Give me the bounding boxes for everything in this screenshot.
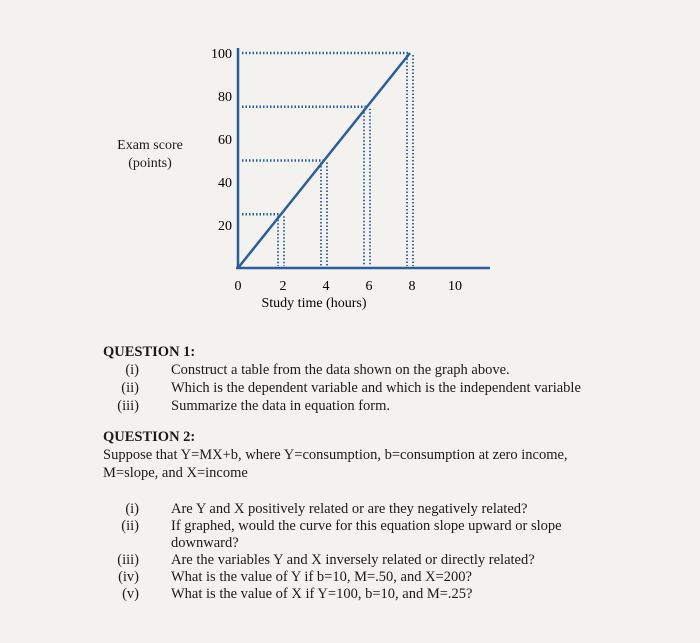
x-tick-label: 8 [408, 279, 416, 294]
item-number: (ii) [121, 518, 139, 534]
x-tick-label: 4 [322, 279, 330, 294]
y-tick-label: 20 [218, 219, 232, 234]
item-text: If graphed, would the curve for this equation slope upward or slope [171, 518, 562, 534]
item-text: What is the value of Y if b=10, M=.50, and X=200? [171, 569, 472, 585]
question-1-title: QUESTION 1: [103, 344, 196, 360]
item-text: Construct a table from the data shown on the graph above. [171, 362, 510, 378]
x-tick-label: 10 [448, 279, 462, 294]
item-text: Are Y and X positively related or are they negatively related? [171, 501, 528, 517]
item-text: Are the variables Y and X inversely related or directly related? [171, 552, 535, 568]
item-text: What is the value of X if Y=100, b=10, and M=.25? [171, 586, 473, 602]
y-tick-label: 100 [211, 47, 232, 62]
item-text: downward? [171, 535, 239, 551]
x-tick-label: 6 [365, 279, 373, 294]
y-tick-label: 40 [218, 176, 232, 191]
y-tick-label: 80 [218, 90, 232, 105]
item-text: Summarize the data in equation form. [171, 398, 391, 414]
item-number: (v) [122, 586, 139, 602]
item-number: (iii) [117, 552, 139, 568]
question-2 [103, 429, 693, 609]
item-text: Which is the dependent variable and which is the independent variable [171, 380, 581, 396]
item-number: (iv) [118, 569, 139, 585]
y-axis-title-line2: (points) [128, 156, 172, 171]
question-2-intro-line2: M=slope, and X=income [103, 465, 248, 481]
x-tick-label: 0 [234, 279, 242, 294]
x-tick-label: 2 [279, 279, 287, 294]
y-axis-title-line1: Exam score [117, 138, 183, 153]
y-tick-label: 60 [218, 133, 232, 148]
question-1 [103, 344, 663, 414]
x-axis-title: Study time (hours) [261, 296, 367, 311]
y-axis-title [100, 137, 200, 173]
item-number: (ii) [121, 380, 139, 396]
question-2-intro-line1: Suppose that Y=MX+b, where Y=consumption, b=consumption at zero income, [103, 447, 568, 463]
item-number: (iii) [117, 398, 139, 414]
item-number: (i) [125, 362, 139, 378]
item-number: (i) [125, 501, 139, 517]
question-2-title: QUESTION 2: [103, 429, 196, 445]
